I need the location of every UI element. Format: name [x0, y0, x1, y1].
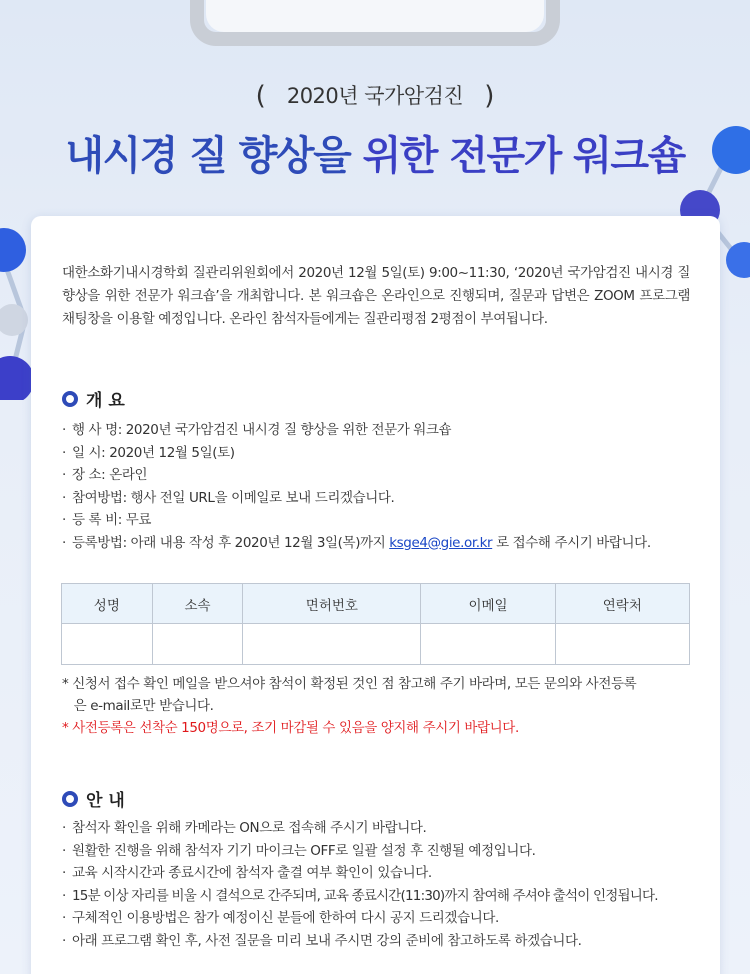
table-header-email: 이메일: [421, 584, 555, 624]
overview-heading-text: 개 요: [86, 391, 125, 411]
overview-item-text: 등록방법: 아래 내용 작성 후 2020년 12월 3일(목)까지: [72, 534, 390, 551]
note-line: * 신청서 접수 확인 메일을 받으셔야 참석이 확정된 것인 점 참고해 주기 바라며, 모든 문의와 사전등록: [62, 676, 637, 692]
guide-item-text: 아래 프로그램 확인 후, 사전 질문을 미리 보내 주시면 강의 준비에 참고하도록 하겠습니다.: [72, 932, 582, 949]
subtitle-left-bracket: (: [255, 81, 266, 111]
guide-item-text: 구체적인 이용방법은 참가 예정이신 분들에 한하여 다시 공지 드리겠습니다.: [72, 910, 499, 926]
registration-table: [61, 583, 690, 665]
list-item: · 장 소: 온라인: [62, 467, 148, 483]
guide-item-text: 15분 이상 자리를 비울 시 결석으로 간주되며, 교육 종료시간(11:30)까지 참여해 주셔야 출석이 인정됩니다.: [72, 887, 658, 904]
subtitle-wrap: [0, 80, 750, 111]
overview-item-text: 참여방법: 행사 전일 URL을 이메일로 보내 드리겠습니다.: [72, 489, 395, 506]
list-item: · 일 시: 2020년 12월 5일(토): [62, 444, 235, 461]
guide-heading-text: 안 내: [86, 791, 125, 811]
table-cell-name[interactable]: [62, 624, 153, 665]
overview-item-text: 일 시: 2020년 12월 5일(토): [72, 444, 235, 461]
list-item: · 참여방법: 행사 전일 URL을 이메일로 보내 드리겠습니다.: [62, 489, 395, 506]
subtitle: 2020년 국가암검진: [286, 84, 464, 108]
guide-item-text: 원활한 진행을 위해 참석자 기기 마이크는 OFF로 일괄 설정 후 진행될 예정입니다.: [72, 842, 536, 859]
page-title: [0, 124, 750, 181]
table-header-affiliation: 소속: [152, 584, 243, 624]
overview-item-text: 장 소: 온라인: [72, 467, 148, 483]
table-cell-license[interactable]: [243, 624, 421, 665]
table-cell-contact[interactable]: [555, 624, 689, 665]
guide-list: [62, 817, 658, 952]
guide-item-text: 교육 시작시간과 종료시간에 참석자 출결 여부 확인이 있습니다.: [72, 865, 432, 881]
list-item: · 아래 프로그램 확인 후, 사전 질문을 미리 보내 주시면 강의 준비에 참고하도록 하겠습니다.: [62, 932, 582, 949]
guide-heading: [62, 786, 125, 811]
table-header-license: 면허번호: [243, 584, 421, 624]
table-header-contact: 연락처: [555, 584, 689, 624]
table-row: [62, 624, 690, 665]
overview-item-text: 등 록 비: 무료: [72, 512, 152, 528]
section-bullet-icon: [62, 391, 78, 407]
overview-item-text: 행 사 명: 2020년 국가암검진 내시경 질 향상을 위한 전문가 워크숍: [72, 422, 452, 438]
email-link[interactable]: ksge4@gie.or.kr: [389, 534, 493, 551]
table-cell-affiliation[interactable]: [152, 624, 243, 665]
note-line: 은 e-mail로만 받습니다.: [62, 698, 214, 714]
table-header-name: 성명: [62, 584, 153, 624]
title-part2: 위한 전문가 워크숍: [350, 133, 685, 179]
list-item: · 등 록 비: 무료: [62, 512, 152, 528]
list-item: · 등록방법: 아래 내용 작성 후 2020년 12월 3일(목)까지 ksge4@gie.or.kr 로 접수해 주시기 바랍니다.: [62, 534, 651, 551]
title-part1: 내시경 질 향상을: [65, 133, 351, 179]
table-header-row: [62, 584, 690, 624]
list-item: · 교육 시작시간과 종료시간에 참석자 출결 여부 확인이 있습니다.: [62, 865, 432, 881]
note-capacity: * 사전등록은 선착순 150명으로, 조기 마감될 수 있음을 양지해 주시기 바랍니다.: [62, 720, 519, 736]
overview-item-text: 로 접수해 주시기 바랍니다.: [492, 534, 651, 551]
intro-paragraph: 대한소화기내시경학회 질관리위원회에서 2020년 12월 5일(토) 9:00~11:30, ‘2020년 국가암검진 내시경 질 향상을 위한 전문가 워크숍’을 개최합니다. 본 워크숍은 온라인으로 진행되며, 질문과 답변은 ZOOM 프로그램 채팅창을 이용할 예정입니다. 온라인 참석자들에게는 질관리평점 2평점이 부여됩니다.: [62, 265, 690, 327]
note-confirmation: [62, 673, 636, 717]
clipboard-clip-inner: [206, 0, 544, 32]
overview-heading: [62, 386, 125, 411]
list-item: · 참석자 확인을 위해 카메라는 ON으로 접속해 주시기 바랍니다.: [62, 820, 427, 836]
list-item: · 원활한 진행을 위해 참석자 기기 마이크는 OFF로 일괄 설정 후 진행될 예정입니다.: [62, 842, 536, 859]
subtitle-right-bracket: ): [484, 81, 495, 111]
list-item: · 15분 이상 자리를 비울 시 결석으로 간주되며, 교육 종료시간(11:30)까지 참여해 주셔야 출석이 인정됩니다.: [62, 887, 658, 904]
list-item: · 구체적인 이용방법은 참가 예정이신 분들에 한하여 다시 공지 드리겠습니다.: [62, 910, 499, 926]
guide-item-text: 참석자 확인을 위해 카메라는 ON으로 접속해 주시기 바랍니다.: [72, 820, 427, 836]
list-item: · 행 사 명: 2020년 국가암검진 내시경 질 향상을 위한 전문가 워크숍: [62, 422, 452, 438]
table-cell-email[interactable]: [421, 624, 555, 665]
section-bullet-icon: [62, 791, 78, 807]
overview-list: [62, 419, 651, 554]
